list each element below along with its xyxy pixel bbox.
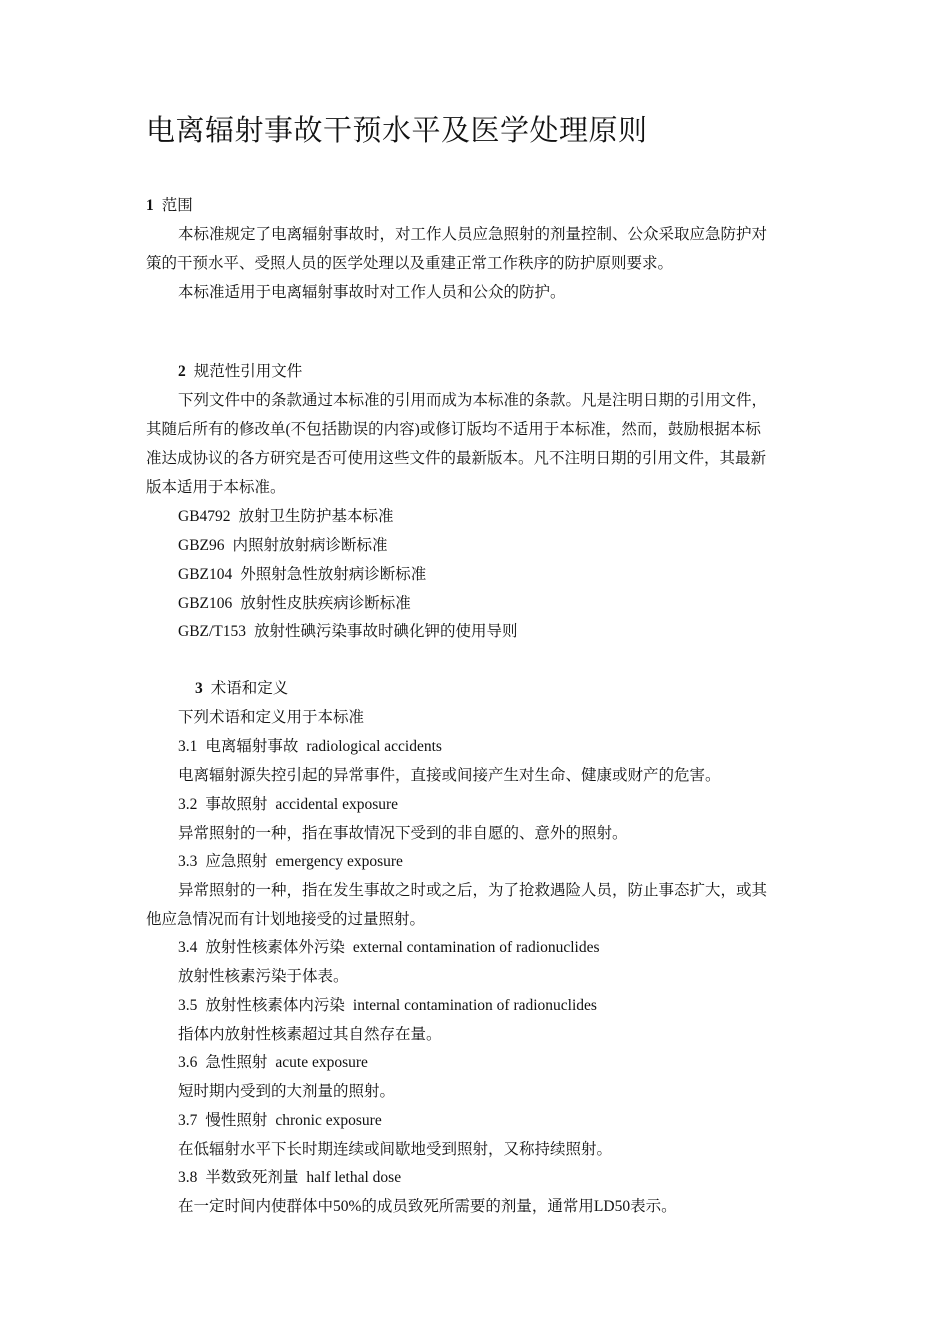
reference-item	[178, 594, 843, 614]
term-english: accidental exposure	[275, 796, 399, 813]
term-definition: 短时期内受到的大剂量的照射。	[178, 1083, 396, 1100]
reference-name: 内照射放射病诊断标准	[232, 537, 388, 554]
term-number: 3.7	[178, 1112, 198, 1129]
term-definition: 电离辐射源失控引起的异常事件，直接或间接产生对生命、健康或财产的危害。	[178, 767, 721, 784]
term-english: external contamination of radionuclides	[352, 939, 600, 956]
section-1-heading	[146, 196, 811, 216]
s2-paragraph-line-1: 下列文件中的条款通过本标准的引用而成为本标准的条款。凡是注明日期的引用文件，	[178, 392, 768, 409]
term-number: 3.5	[178, 997, 198, 1014]
term-english: acute exposure	[275, 1054, 368, 1071]
term-english: emergency exposure	[275, 853, 403, 870]
term-definition: 异常照射的一种，指在事故情况下受到的非自愿的、意外的照射。	[178, 825, 628, 842]
reference-code: GBZ104	[178, 566, 233, 583]
reference-name: 放射性碘污染事故时碘化钾的使用导则	[254, 623, 518, 640]
reference-item	[178, 536, 843, 556]
term-heading	[178, 737, 843, 757]
term-heading	[178, 1053, 843, 1073]
term-number: 3.8	[178, 1169, 198, 1186]
term-heading	[178, 996, 843, 1016]
term-number: 3.3	[178, 853, 198, 870]
term-heading	[178, 1168, 843, 1188]
term-english: radiological accidents	[306, 738, 442, 755]
s1-paragraph-1-line-1: 本标准规定了电离辐射事故时，对工作人员应急照射的剂量控制、公众采取应急防护对	[178, 226, 768, 243]
section-3-number: 3	[195, 680, 203, 697]
term-definition: 在低辐射水平下长时期连续或间歇地受到照射，又称持续照射。	[178, 1141, 613, 1158]
document-title: 电离辐射事故干预水平及医学处理原则	[146, 113, 648, 147]
reference-code: GBZ106	[178, 595, 233, 612]
s1-paragraph-2: 本标准适用于电离辐射事故时对工作人员和公众的防护。	[178, 284, 566, 301]
term-chinese: 慢性照射	[205, 1112, 268, 1129]
term-english: half lethal dose	[306, 1169, 402, 1186]
term-definition: 放射性核素污染于体表。	[178, 968, 349, 985]
s2-paragraph-line-2: 其随后所有的修改单(不包括勘误的内容)或修订版均不适用于本标准，然而，鼓励根据本标	[146, 421, 761, 438]
reference-name: 放射卫生防护基本标准	[238, 508, 394, 525]
section-3-heading	[195, 679, 860, 699]
term-chinese: 应急照射	[205, 853, 268, 870]
term-heading	[178, 1111, 843, 1131]
term-heading	[178, 938, 843, 958]
term-definition: 在一定时间内使群体中50%的成员致死所需要的剂量，通常用LD50表示。	[178, 1198, 677, 1215]
reference-code: GB4792	[178, 508, 231, 525]
reference-item	[178, 565, 843, 585]
s1-paragraph-1-line-2: 策的干预水平、受照人员的医学处理以及重建正常工作秩序的防护原则要求。	[146, 255, 674, 272]
term-heading	[178, 852, 843, 872]
section-2-heading	[178, 362, 843, 382]
reference-item	[178, 622, 843, 642]
term-chinese: 放射性核素体内污染	[205, 997, 345, 1014]
term-definition: 指体内放射性核素超过其自然存在量。	[178, 1026, 442, 1043]
section-2-label: 规范性引用文件	[193, 363, 303, 380]
term-chinese: 电离辐射事故	[205, 738, 299, 755]
term-chinese: 放射性核素体外污染	[205, 939, 345, 956]
s2-paragraph-line-3: 准达成协议的各方研究是否可使用这些文件的最新版本。凡不注明日期的引用文件，其最新	[146, 450, 767, 467]
term-number: 3.6	[178, 1054, 198, 1071]
term-chinese: 急性照射	[205, 1054, 268, 1071]
section-1-label: 范围	[161, 197, 193, 214]
reference-code: GBZ96	[178, 537, 225, 554]
reference-code: GBZ/T153	[178, 623, 247, 640]
section-2-number: 2	[178, 363, 186, 380]
reference-item	[178, 507, 843, 527]
term-english: internal contamination of radionuclides	[352, 997, 597, 1014]
term-number: 3.1	[178, 738, 198, 755]
term-heading	[178, 795, 843, 815]
s2-paragraph-line-4: 版本适用于本标准。	[146, 479, 286, 496]
reference-name: 放射性皮肤疾病诊断标准	[240, 595, 411, 612]
term-definition-line-1: 异常照射的一种，指在发生事故之时或之后，为了抢救遇险人员，防止事态扩大，或其	[178, 882, 768, 899]
term-english: chronic exposure	[275, 1112, 382, 1129]
s3-intro: 下列术语和定义用于本标准	[178, 709, 365, 726]
term-definition-line-2: 他应急情况而有计划地接受的过量照射。	[146, 911, 426, 928]
reference-name: 外照射急性放射病诊断标准	[240, 566, 427, 583]
section-3-label: 术语和定义	[210, 680, 289, 697]
term-number: 3.4	[178, 939, 198, 956]
term-chinese: 事故照射	[205, 796, 268, 813]
section-1-number: 1	[146, 197, 154, 214]
term-chinese: 半数致死剂量	[205, 1169, 299, 1186]
term-number: 3.2	[178, 796, 198, 813]
